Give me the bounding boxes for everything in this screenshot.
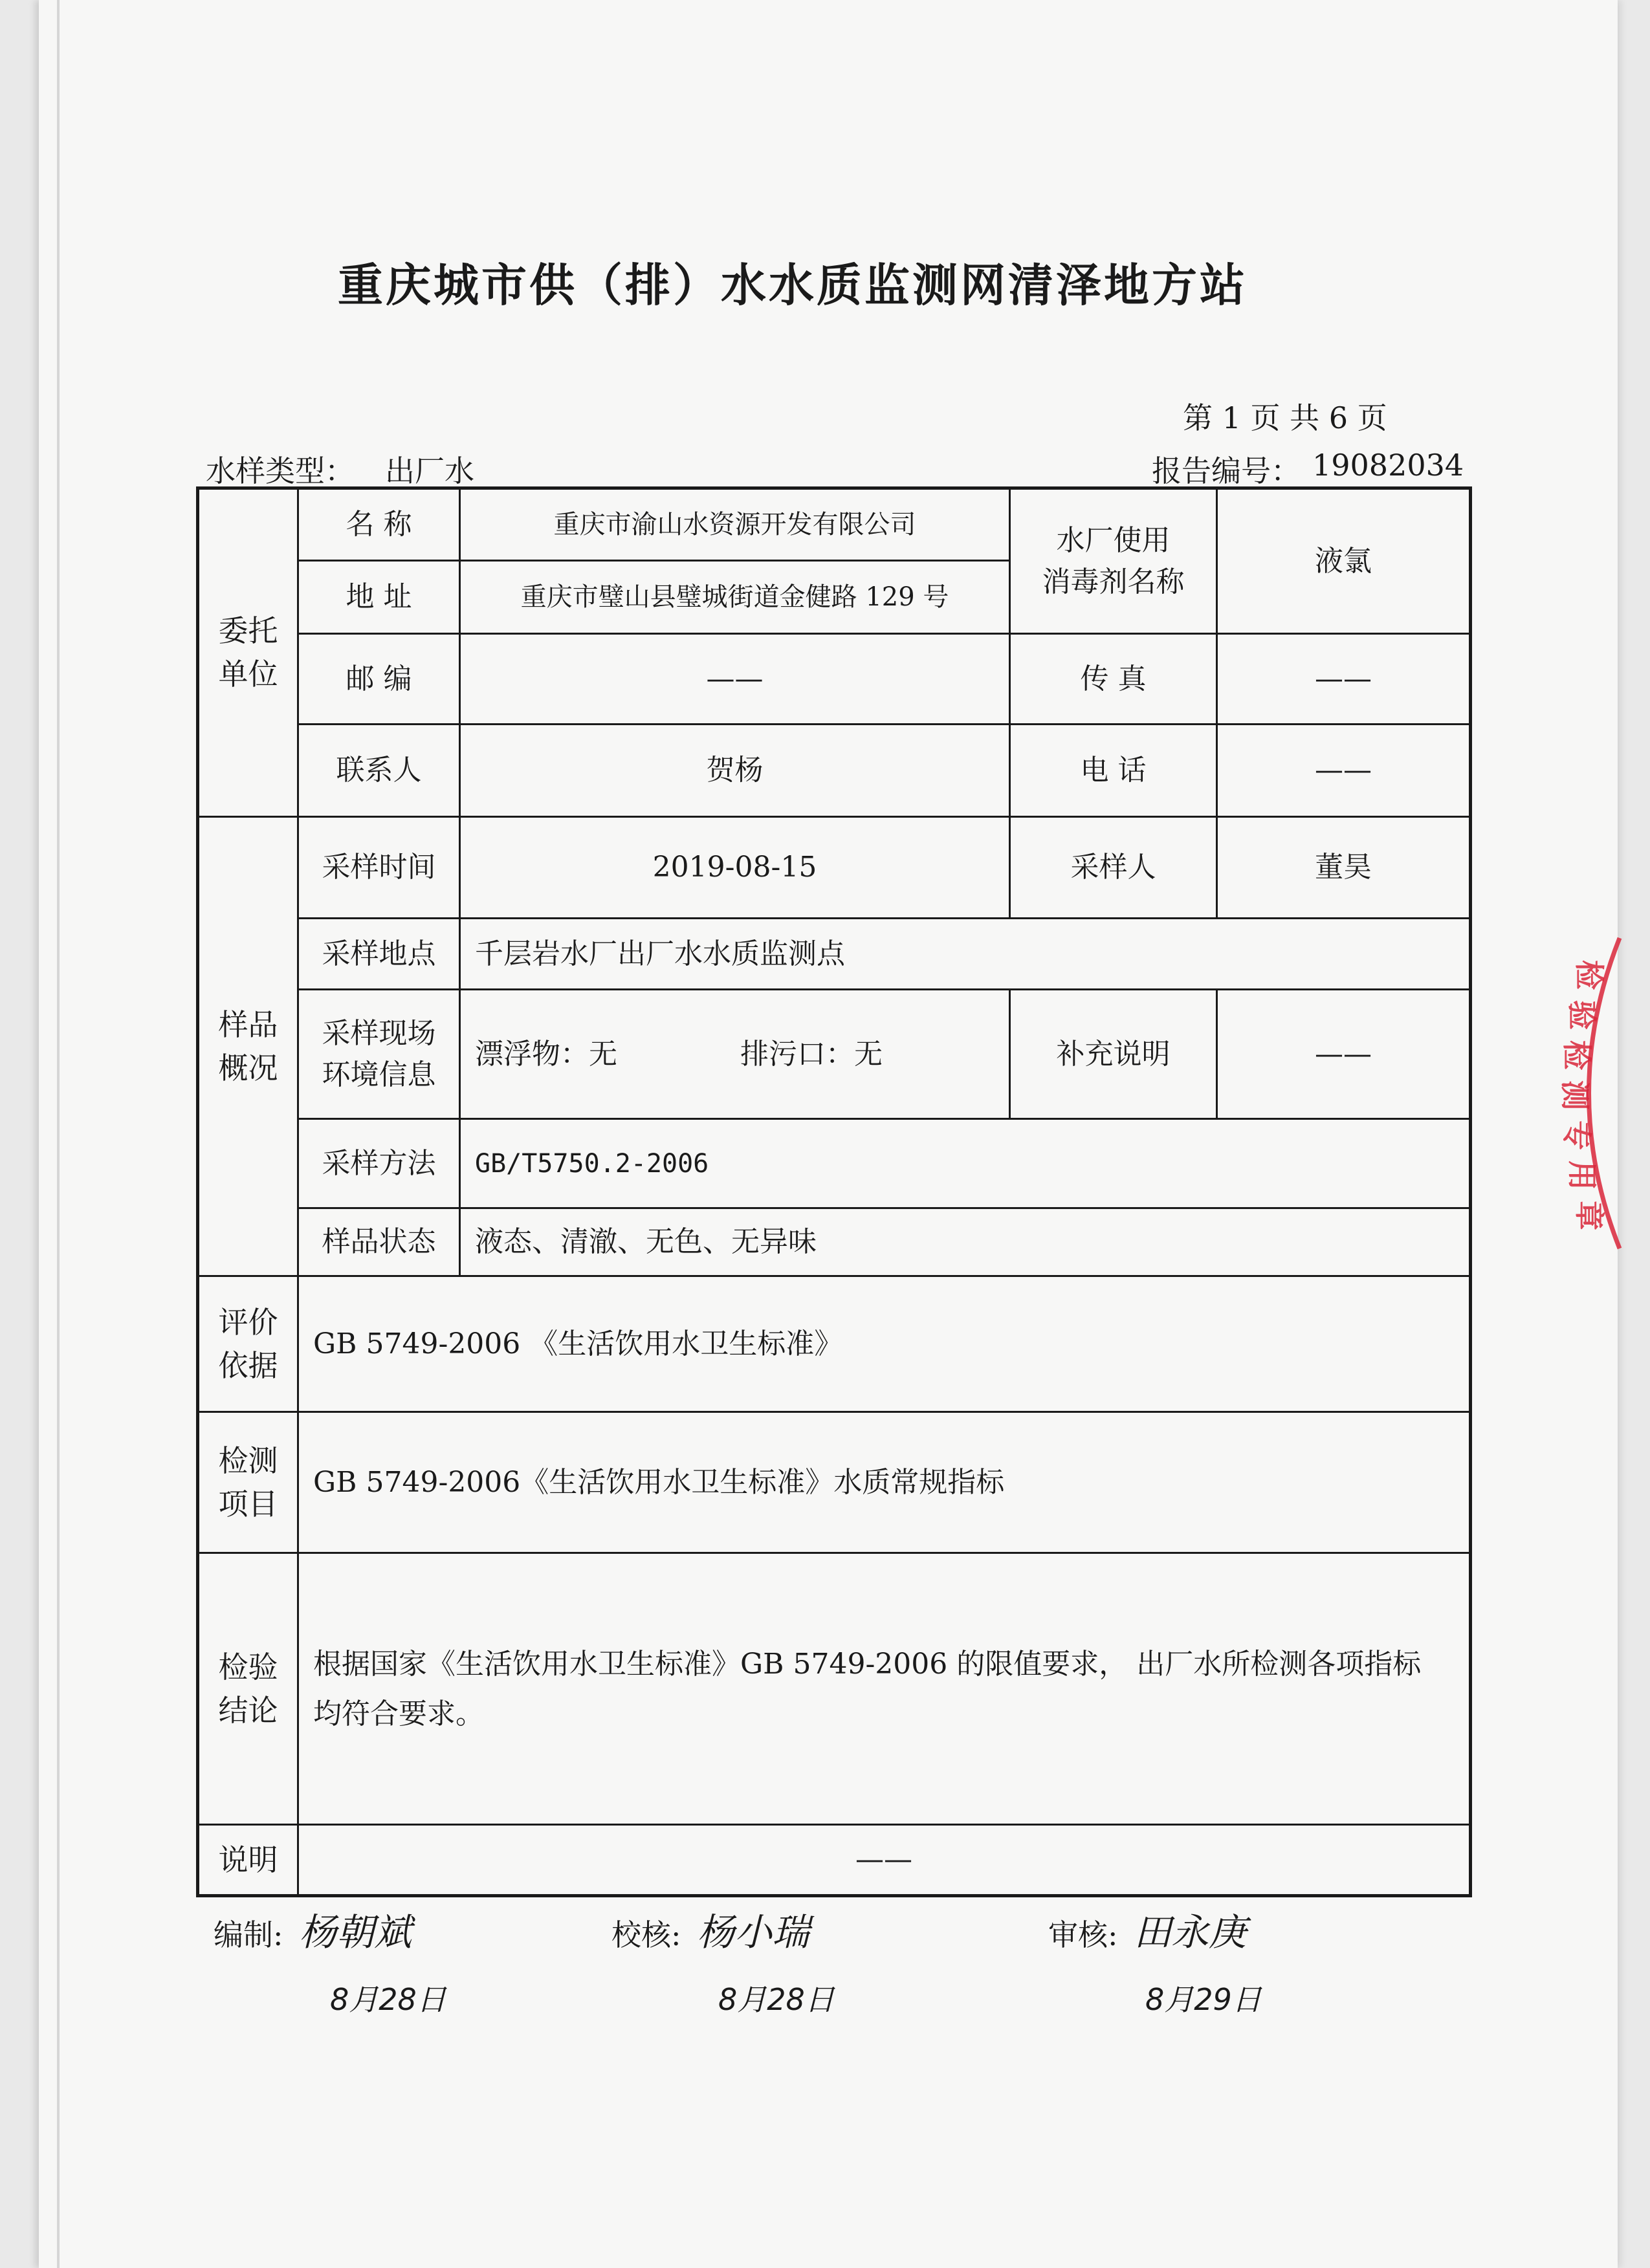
table-row bbox=[198, 1276, 1471, 1412]
sampling-time-label: 采样时间 bbox=[298, 817, 460, 919]
client-group-label: 委托 单位 bbox=[198, 488, 298, 817]
svg-text:验: 验 bbox=[1565, 1000, 1600, 1030]
table-row bbox=[198, 1553, 1471, 1825]
disinfectant-value: 液氯 bbox=[1217, 488, 1471, 634]
prepared-by bbox=[214, 1902, 412, 1956]
contact-value: 贺杨 bbox=[460, 725, 1010, 817]
test-items-value: GB 5749-2006《生活饮用水卫生标准》水质常规指标 bbox=[298, 1412, 1471, 1553]
sampling-time-value: 2019-08-15 bbox=[460, 817, 1010, 919]
table-row bbox=[198, 488, 1471, 561]
contact-label: 联系人 bbox=[298, 725, 460, 817]
prepared-label: 编制: bbox=[214, 1917, 283, 1952]
report-number-label: 报告编号： bbox=[1152, 453, 1301, 488]
supplementary-note-value: —— bbox=[1217, 990, 1471, 1119]
table-row bbox=[198, 1208, 1471, 1276]
approved-date: 8月29日 bbox=[1145, 1982, 1262, 2017]
checked-by bbox=[611, 1902, 809, 1956]
conclusion-label: 检验 结论 bbox=[198, 1553, 298, 1825]
binding-line bbox=[57, 0, 60, 2268]
postcode-value: —— bbox=[460, 634, 1010, 725]
sampler-value: 董昊 bbox=[1217, 817, 1471, 919]
sampling-method-value: GB/T5750.2-2006 bbox=[460, 1119, 1471, 1208]
svg-text:测: 测 bbox=[1557, 1080, 1592, 1110]
sample-state-value: 液态、清澈、无色、无异味 bbox=[460, 1208, 1471, 1276]
checked-label: 校核: bbox=[611, 1917, 681, 1952]
disinfectant-label: 水厂使用 消毒剂名称 bbox=[1010, 488, 1217, 634]
evaluation-basis-label: 评价 依据 bbox=[198, 1276, 298, 1412]
remark-value: —— bbox=[298, 1825, 1471, 1896]
fax-value: —— bbox=[1217, 634, 1471, 725]
svg-text:检: 检 bbox=[1559, 1040, 1594, 1070]
table-row bbox=[198, 634, 1471, 725]
svg-text:章: 章 bbox=[1572, 1201, 1607, 1230]
checked-date: 8月28日 bbox=[718, 1982, 835, 2017]
remark-label: 说明 bbox=[198, 1825, 298, 1896]
client-name-value: 重庆市渝山水资源开发有限公司 bbox=[460, 488, 1010, 561]
report-table bbox=[196, 486, 1472, 1897]
sample-state-label: 样品状态 bbox=[298, 1208, 460, 1276]
table-row bbox=[198, 990, 1471, 1119]
sampling-method-label: 采样方法 bbox=[298, 1119, 460, 1208]
sample-type-value: 出厂水 bbox=[385, 453, 474, 488]
conclusion-value: 根据国家《生活饮用水卫生标准》GB 5749-2006 的限值要求， 出厂水所检测各项指标均符合要求。 bbox=[298, 1553, 1471, 1825]
table-row bbox=[198, 817, 1471, 919]
env-outlet: 排污口：无 bbox=[740, 1037, 883, 1071]
client-name-label: 名 称 bbox=[298, 488, 460, 561]
sampling-location-value: 千层岩水厂出厂水水质监测点 bbox=[460, 919, 1471, 990]
env-float: 漂浮物：无 bbox=[475, 1037, 617, 1071]
sampling-location-label: 采样地点 bbox=[298, 919, 460, 990]
checked-signature: 杨小瑞 bbox=[697, 1910, 810, 1954]
test-items-label: 检测 项目 bbox=[198, 1412, 298, 1553]
sample-type-label: 水样类型： bbox=[206, 453, 355, 488]
postcode-label: 邮 编 bbox=[298, 634, 460, 725]
client-address-value: 重庆市璧山县璧城街道金健路 129 号 bbox=[460, 561, 1010, 634]
svg-text:用: 用 bbox=[1565, 1161, 1600, 1190]
table-row bbox=[198, 1412, 1471, 1553]
prepared-signature: 杨朝斌 bbox=[299, 1910, 412, 1954]
phone-label: 电 话 bbox=[1010, 725, 1217, 817]
supplementary-note-label: 补充说明 bbox=[1010, 990, 1217, 1119]
approved-label: 审核: bbox=[1048, 1917, 1118, 1952]
svg-text:专: 专 bbox=[1559, 1120, 1594, 1150]
sampling-env-label: 采样现场 环境信息 bbox=[298, 990, 460, 1119]
report-title: 重庆城市供（排）水水质监测网清泽地方站 bbox=[338, 259, 1248, 312]
svg-text:检: 检 bbox=[1572, 960, 1607, 990]
sample-group-label: 样品 概况 bbox=[198, 817, 298, 1276]
table-row bbox=[198, 1119, 1471, 1208]
sampler-label: 采样人 bbox=[1010, 817, 1217, 919]
sampling-env-value bbox=[460, 990, 1010, 1119]
inspection-stamp bbox=[1552, 932, 1623, 1255]
table-row bbox=[198, 1825, 1471, 1896]
evaluation-basis-value: GB 5749-2006 《生活饮用水卫生标准》 bbox=[298, 1276, 1471, 1412]
client-address-label: 地 址 bbox=[298, 561, 460, 634]
fax-label: 传 真 bbox=[1010, 634, 1217, 725]
approved-by bbox=[1048, 1902, 1246, 1956]
approved-signature: 田永庚 bbox=[1134, 1910, 1247, 1954]
table-row bbox=[198, 725, 1471, 817]
table-row bbox=[198, 919, 1471, 990]
report-number-value: 19082034 bbox=[1312, 448, 1464, 483]
prepared-date: 8月28日 bbox=[330, 1982, 446, 2017]
page-info: 第 1 页 共 6 页 bbox=[1183, 400, 1387, 435]
phone-value: —— bbox=[1217, 725, 1471, 817]
